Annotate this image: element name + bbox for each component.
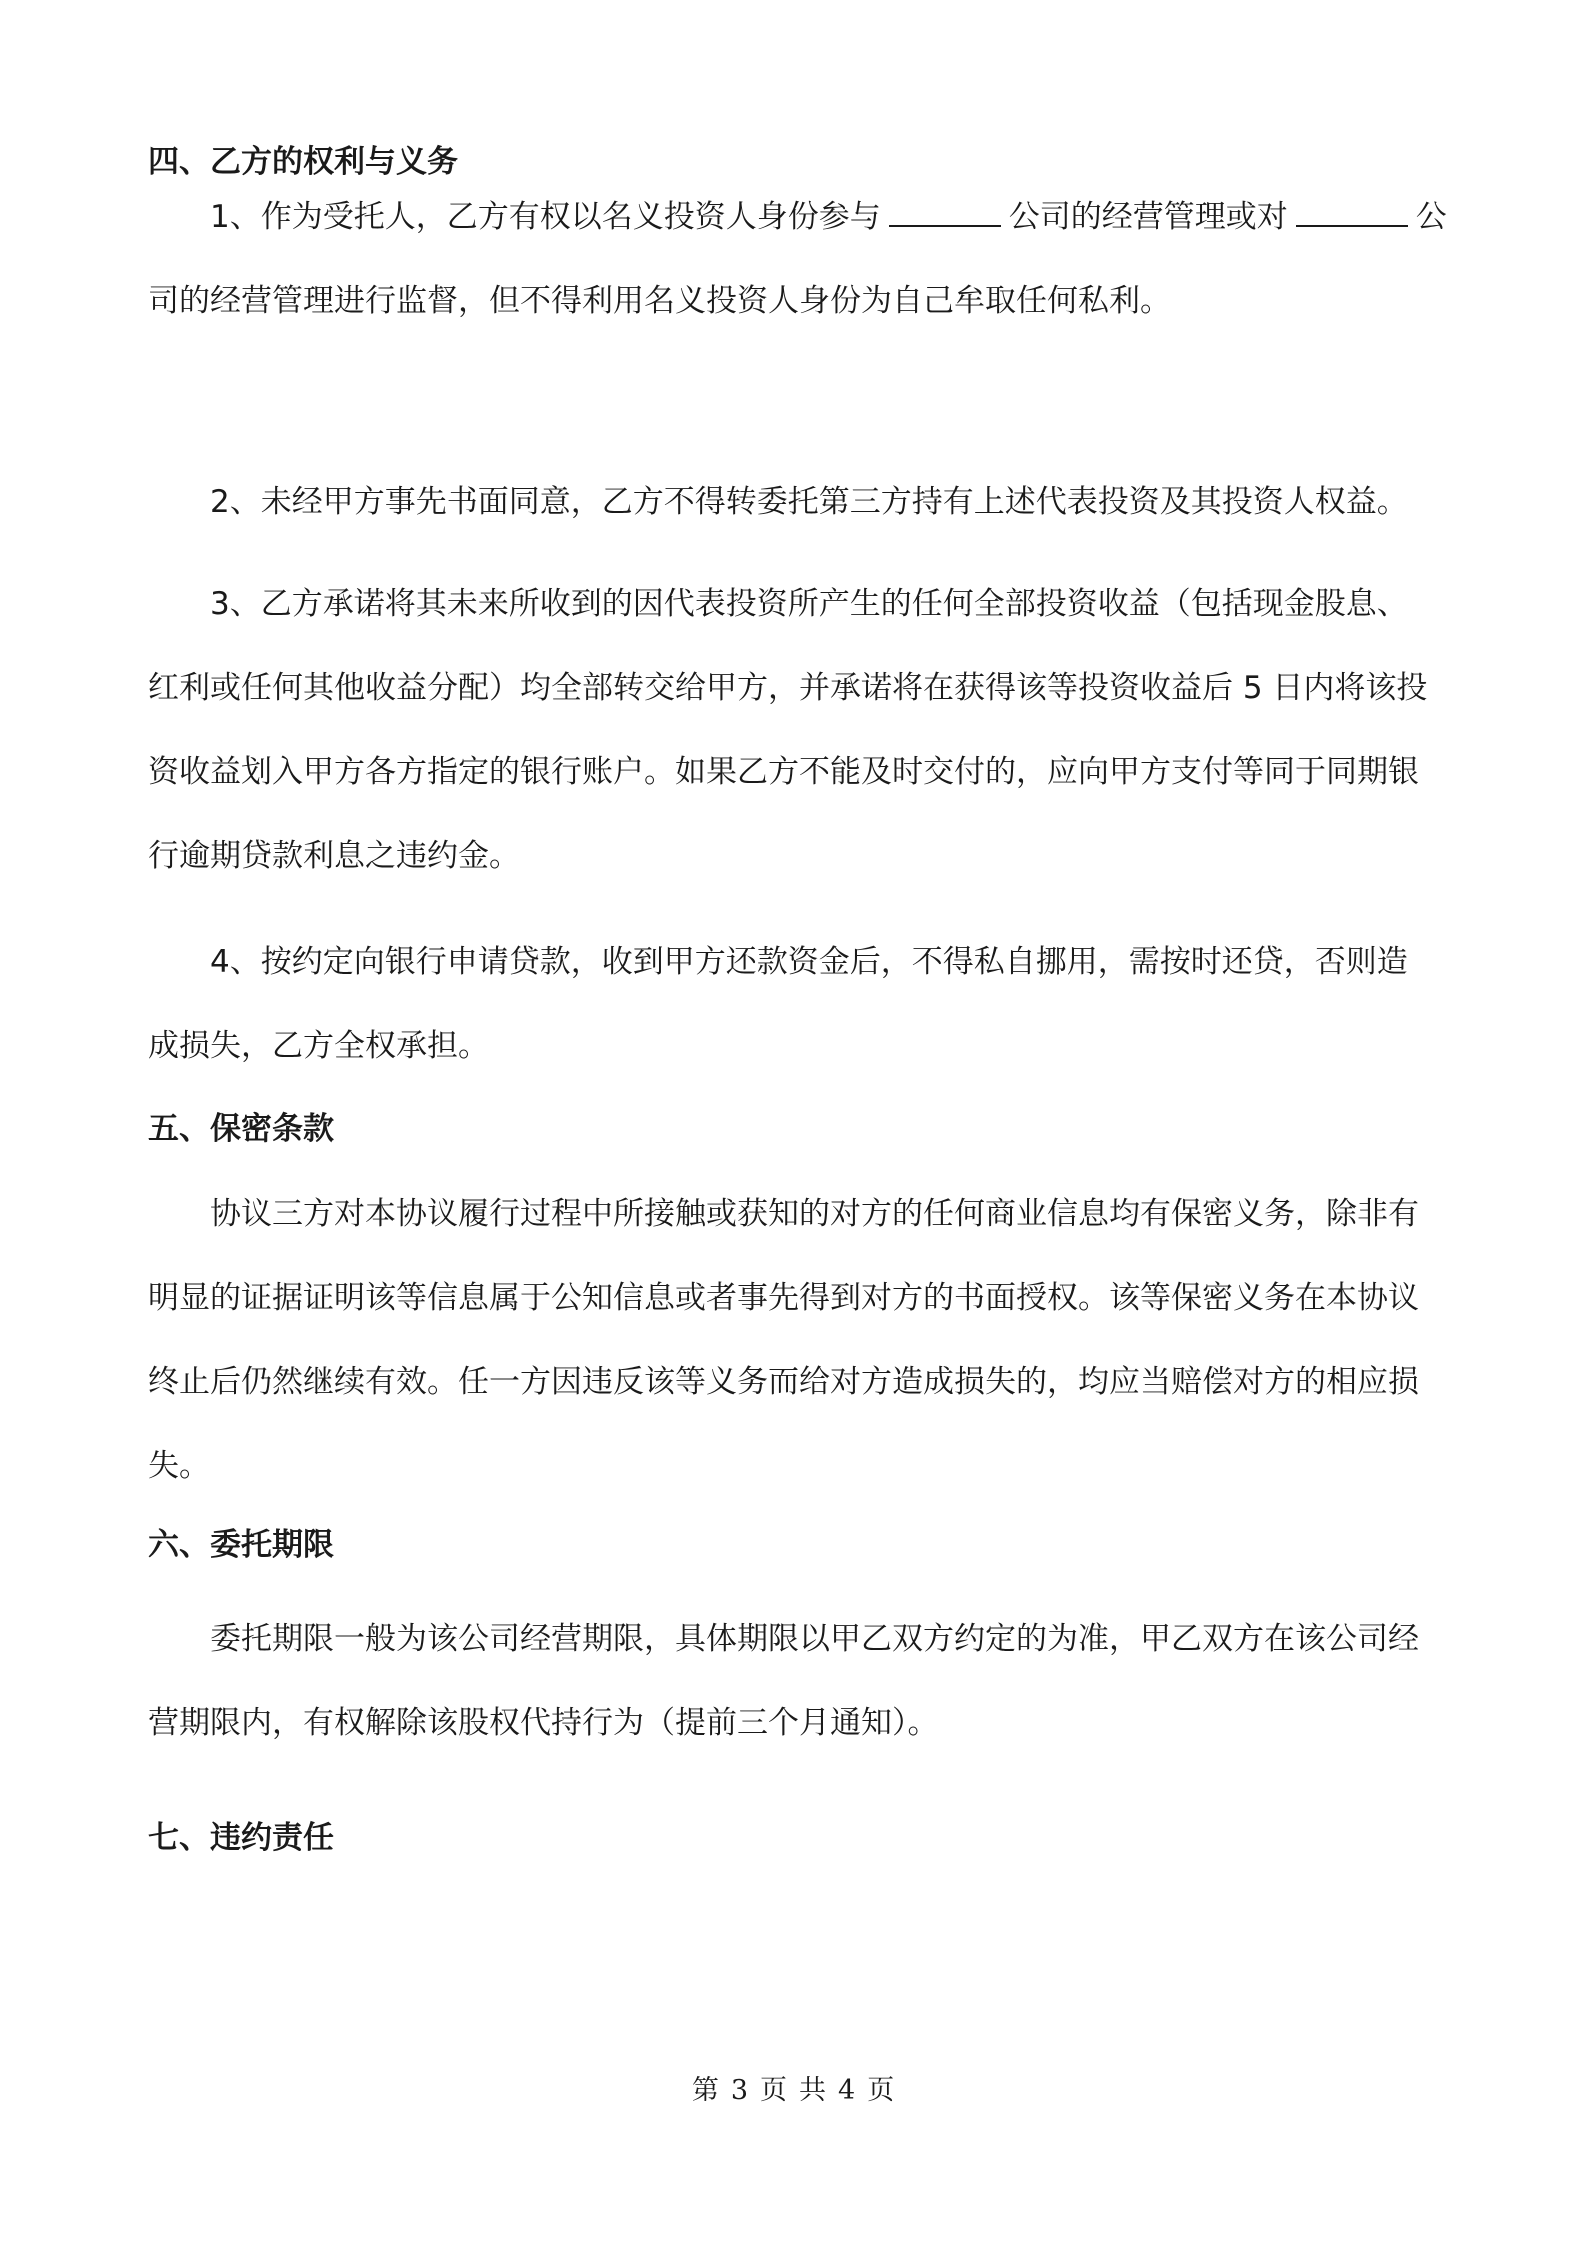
text-line: 2、未经甲方事先书面同意，乙方不得转委托第三方持有上述代表投资及其投资人权益。 xyxy=(210,484,1408,520)
blank-field-1 xyxy=(889,195,1001,227)
section-6-paragraph xyxy=(148,1597,1448,1765)
text-line: 4、按约定向银行申请贷款，收到甲方还款资金后，不得私自挪用，需按时还贷，否则造 xyxy=(210,944,1408,980)
text-line: 营期限内，有权解除该股权代持行为（提前三个月通知）。 xyxy=(148,1705,939,1741)
section-4-paragraph-2 xyxy=(148,460,1448,544)
section-5-paragraph xyxy=(148,1172,1448,1508)
text-line: 委托期限一般为该公司经营期限，具体期限以甲乙双方约定的为准，甲乙双方在该公司经 xyxy=(210,1621,1419,1657)
blank-field-2 xyxy=(1296,195,1408,227)
text-line: 行逾期贷款利息之违约金。 xyxy=(148,838,520,874)
section-6-heading: 六、委托期限 xyxy=(148,1527,334,1563)
text-line: 成损失，乙方全权承担。 xyxy=(148,1028,489,1064)
text-line: 司的经营管理进行监督，但不得利用名义投资人身份为自己牟取任何私利。 xyxy=(148,283,1171,319)
text-line: 终止后仍然继续有效。任一方因违反该等义务而给对方造成损失的，均应当赔偿对方的相应损 xyxy=(148,1364,1419,1400)
text-line: 失。 xyxy=(148,1448,210,1484)
section-4-paragraph-3 xyxy=(148,562,1448,898)
section-4-heading: 四、乙方的权利与义务 xyxy=(148,144,458,180)
text-line: 1、作为受托人，乙方有权以名义投资人身份参与 公司的经营管理或对 公 xyxy=(148,175,1448,259)
text-line: 明显的证据证明该等信息属于公知信息或者事先得到对方的书面授权。该等保密义务在本协议 xyxy=(148,1280,1419,1316)
text-line: 3、乙方承诺将其未来所收到的因代表投资所产生的任何全部投资收益（包括现金股息、 xyxy=(210,586,1408,622)
current-page-number: 3 xyxy=(730,2075,748,2106)
page-footer: 第 3 页 共 4 页 xyxy=(691,2075,895,2106)
section-4-paragraph-4 xyxy=(148,920,1448,1088)
section-7-heading: 七、违约责任 xyxy=(148,1820,334,1856)
text-line: 资收益划入甲方各方指定的银行账户。如果乙方不能及时交付的，应向甲方支付等同于同期银 xyxy=(148,754,1419,790)
text-line: 红利或任何其他收益分配）均全部转交给甲方，并承诺将在获得该等投资收益后 5 日内将该投 xyxy=(148,670,1428,706)
section-4-paragraph-1 xyxy=(148,175,1448,343)
total-page-number: 4 xyxy=(838,2075,856,2106)
text-line: 协议三方对本协议履行过程中所接触或获知的对方的任何商业信息均有保密义务，除非有 xyxy=(210,1196,1419,1232)
section-5-heading: 五、保密条款 xyxy=(148,1111,334,1147)
